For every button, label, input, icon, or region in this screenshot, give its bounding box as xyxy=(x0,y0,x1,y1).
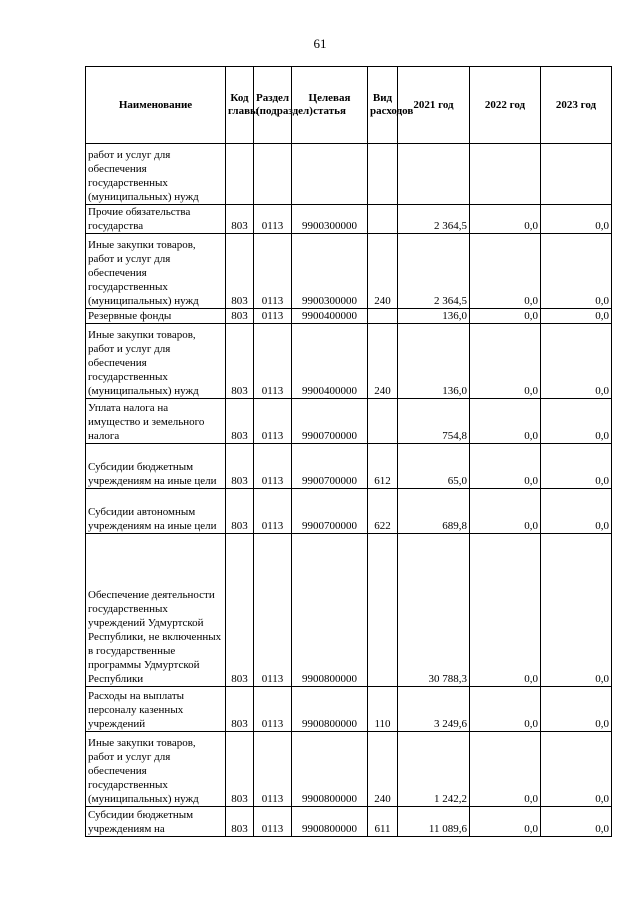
table-row xyxy=(86,807,612,837)
cell-code xyxy=(226,144,254,205)
cell-name: Расходы на выплаты персоналу казенных учреждений xyxy=(86,687,226,732)
cell-2023: 0,0 xyxy=(541,205,612,234)
cell-2021: 30 788,3 xyxy=(398,534,470,687)
cell-code: 803 xyxy=(226,687,254,732)
cell-section: 0113 xyxy=(254,399,292,444)
header-code: Код главы xyxy=(226,67,254,144)
cell-2022: 0,0 xyxy=(470,444,541,489)
cell-target: 9900300000 xyxy=(292,234,368,309)
cell-section xyxy=(254,144,292,205)
cell-2022: 0,0 xyxy=(470,534,541,687)
cell-section: 0113 xyxy=(254,234,292,309)
cell-2021: 754,8 xyxy=(398,399,470,444)
table-row xyxy=(86,324,612,399)
cell-2021: 11 089,6 xyxy=(398,807,470,837)
cell-code: 803 xyxy=(226,309,254,324)
cell-kind: 240 xyxy=(368,234,398,309)
cell-target: 9900400000 xyxy=(292,324,368,399)
cell-section: 0113 xyxy=(254,687,292,732)
cell-section: 0113 xyxy=(254,444,292,489)
table-row xyxy=(86,732,612,807)
cell-2023: 0,0 xyxy=(541,534,612,687)
cell-kind: 622 xyxy=(368,489,398,534)
cell-2023: 0,0 xyxy=(541,309,612,324)
cell-2023: 0,0 xyxy=(541,687,612,732)
cell-section: 0113 xyxy=(254,807,292,837)
cell-kind xyxy=(368,534,398,687)
cell-kind xyxy=(368,309,398,324)
cell-2021: 2 364,5 xyxy=(398,234,470,309)
cell-kind: 612 xyxy=(368,444,398,489)
cell-2021: 1 242,2 xyxy=(398,732,470,807)
cell-2023: 0,0 xyxy=(541,489,612,534)
cell-kind: 240 xyxy=(368,732,398,807)
cell-2023: 0,0 xyxy=(541,444,612,489)
cell-2023: 0,0 xyxy=(541,234,612,309)
cell-code: 803 xyxy=(226,234,254,309)
cell-2021 xyxy=(398,144,470,205)
cell-name: работ и услуг для обеспечения государственных (муниципальных) нужд xyxy=(86,144,226,205)
header-target: Целевая статья xyxy=(292,67,368,144)
cell-code: 803 xyxy=(226,205,254,234)
cell-target: 9900800000 xyxy=(292,687,368,732)
cell-kind: 611 xyxy=(368,807,398,837)
cell-target: 9900800000 xyxy=(292,807,368,837)
cell-section: 0113 xyxy=(254,489,292,534)
cell-target: 9900700000 xyxy=(292,444,368,489)
cell-2022: 0,0 xyxy=(470,732,541,807)
cell-target xyxy=(292,144,368,205)
cell-code: 803 xyxy=(226,534,254,687)
cell-2022: 0,0 xyxy=(470,399,541,444)
table-row xyxy=(86,234,612,309)
cell-2021: 136,0 xyxy=(398,309,470,324)
cell-code: 803 xyxy=(226,732,254,807)
cell-target: 9900800000 xyxy=(292,732,368,807)
cell-name: Иные закупки товаров, работ и услуг для обеспечения государственных (муниципальных) нужд xyxy=(86,234,226,309)
cell-name: Субсидии автономным учреждениям на иные цели xyxy=(86,489,226,534)
cell-name: Субсидии бюджетным учреждениям на xyxy=(86,807,226,837)
cell-target: 9900800000 xyxy=(292,534,368,687)
table-row xyxy=(86,687,612,732)
cell-name: Иные закупки товаров, работ и услуг для обеспечения государственных (муниципальных) нужд xyxy=(86,324,226,399)
cell-name: Иные закупки товаров, работ и услуг для обеспечения государственных (муниципальных) нужд xyxy=(86,732,226,807)
cell-target: 9900300000 xyxy=(292,205,368,234)
cell-2023: 0,0 xyxy=(541,324,612,399)
cell-section: 0113 xyxy=(254,534,292,687)
header-2022: 2022 год xyxy=(470,67,541,144)
cell-target: 9900700000 xyxy=(292,399,368,444)
cell-kind: 240 xyxy=(368,324,398,399)
cell-kind xyxy=(368,144,398,205)
header-2021: 2021 год xyxy=(398,67,470,144)
cell-code: 803 xyxy=(226,324,254,399)
cell-kind xyxy=(368,205,398,234)
table-row xyxy=(86,534,612,687)
table-row xyxy=(86,399,612,444)
cell-target: 9900700000 xyxy=(292,489,368,534)
cell-2022: 0,0 xyxy=(470,687,541,732)
cell-2021: 136,0 xyxy=(398,324,470,399)
page-number: 61 xyxy=(313,36,327,51)
table-row xyxy=(86,309,612,324)
cell-name: Прочие обязательства государства xyxy=(86,205,226,234)
header-kind: Вид расходов xyxy=(368,67,398,144)
table-row xyxy=(86,489,612,534)
table-row xyxy=(86,144,612,205)
cell-code: 803 xyxy=(226,489,254,534)
cell-section: 0113 xyxy=(254,205,292,234)
cell-2022: 0,0 xyxy=(470,324,541,399)
cell-section: 0113 xyxy=(254,324,292,399)
cell-name: Обеспечение деятельности государственных учреждений Удмуртской Республики, не включенных в государственные программы Удмуртской Республики xyxy=(86,534,226,687)
cell-2022: 0,0 xyxy=(470,489,541,534)
budget-table xyxy=(85,66,612,837)
cell-section: 0113 xyxy=(254,732,292,807)
cell-2023: 0,0 xyxy=(541,399,612,444)
cell-2023 xyxy=(541,144,612,205)
cell-kind xyxy=(368,399,398,444)
cell-name: Уплата налога на имущество и земельного налога xyxy=(86,399,226,444)
table-header-row xyxy=(86,67,612,144)
header-2023: 2023 год xyxy=(541,67,612,144)
table-body xyxy=(86,144,612,837)
cell-code: 803 xyxy=(226,399,254,444)
cell-name: Резервные фонды xyxy=(86,309,226,324)
cell-target: 9900400000 xyxy=(292,309,368,324)
cell-2023: 0,0 xyxy=(541,732,612,807)
cell-2021: 689,8 xyxy=(398,489,470,534)
cell-2022 xyxy=(470,144,541,205)
cell-code: 803 xyxy=(226,807,254,837)
cell-2021: 65,0 xyxy=(398,444,470,489)
table-row xyxy=(86,205,612,234)
cell-2023: 0,0 xyxy=(541,807,612,837)
cell-2022: 0,0 xyxy=(470,807,541,837)
header-section: Раздел (подраздел) xyxy=(254,67,292,144)
cell-2022: 0,0 xyxy=(470,205,541,234)
header-name: Наименование xyxy=(86,67,226,144)
cell-name: Субсидии бюджетным учреждениям на иные цели xyxy=(86,444,226,489)
cell-2021: 2 364,5 xyxy=(398,205,470,234)
cell-section: 0113 xyxy=(254,309,292,324)
cell-2021: 3 249,6 xyxy=(398,687,470,732)
cell-kind: 110 xyxy=(368,687,398,732)
cell-2022: 0,0 xyxy=(470,234,541,309)
cell-2022: 0,0 xyxy=(470,309,541,324)
table-row xyxy=(86,444,612,489)
cell-code: 803 xyxy=(226,444,254,489)
